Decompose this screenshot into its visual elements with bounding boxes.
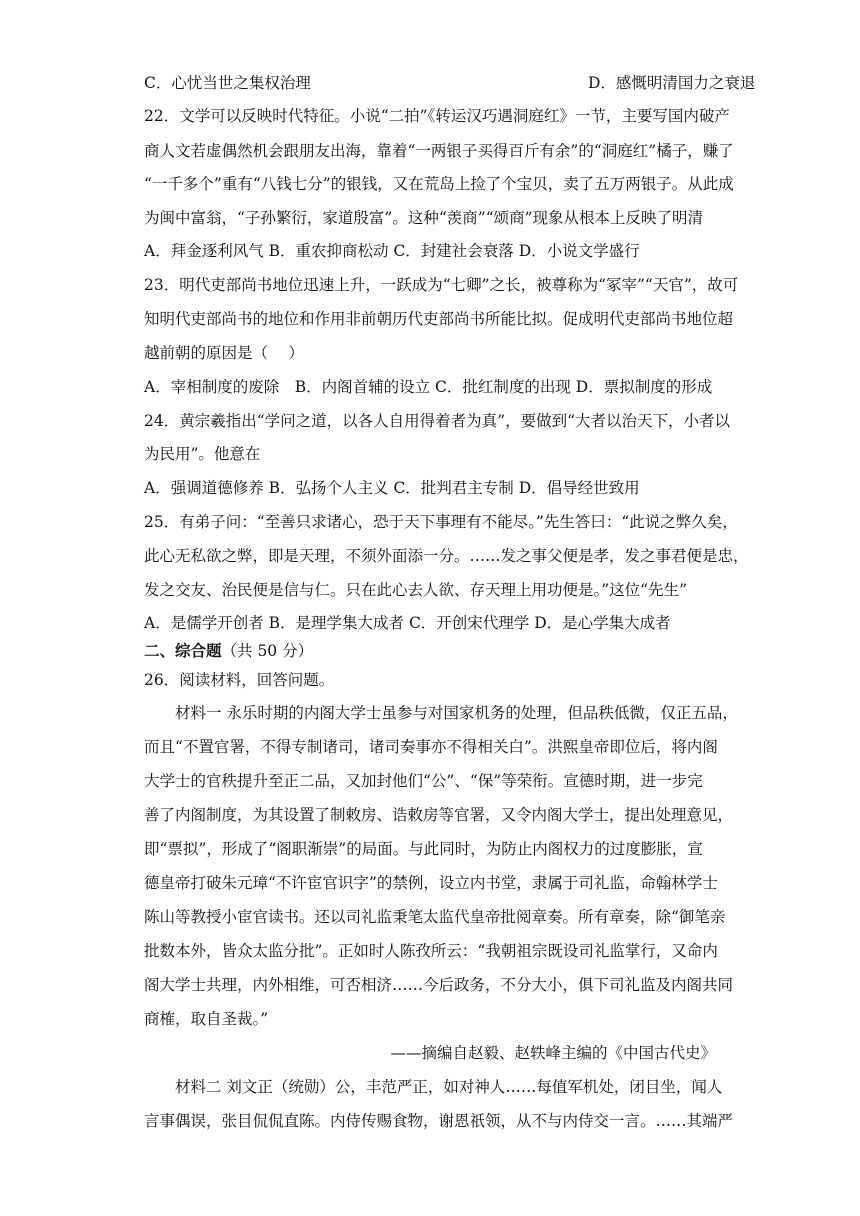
q22-line-4: 为闽中富翁，“子孙繁衍，家道殷富”。这种“羡商”“颂商”现象从根本上反映了明清	[144, 209, 704, 227]
section-heading-title: 二、综合题	[144, 641, 222, 660]
material1-line-8: 批数本外，皆众太监分批”。正如时人陈孜所云：“我朝祖宗既设司礼监掌行，又命内	[144, 942, 718, 960]
q25-line-1: 25．有弟子问：“至善只求诸心，恐于天下事理有不能尽。”先生答曰：“此说之弊久矣，	[144, 513, 738, 531]
material1-line-2: 而且“不置官署，不得专制诸司，诸司奏事亦不得相关白”。洪熙皇帝即位后，将内阁	[144, 738, 718, 756]
material1-line-6: 德皇帝打破朱元璋“不许宦官识字”的禁例，设立内书堂，隶属于司礼监，命翰林学士	[144, 874, 718, 892]
material1-line-1: 材料一 永乐时期的内阁大学士虽参与对国家机务的处理，但品秩低微，仅正五品，	[144, 704, 738, 722]
q22-line-1: 22．文学可以反映时代特征。小说“二拍”《转运汉巧遇洞庭红》一节，主要写国内破产	[144, 107, 730, 125]
material1-line-7: 陈山等教授小宦官读书。还以司礼监秉笔太监代皇帝批阅章奏。所有章奏，除“御笔亲	[144, 908, 726, 926]
material1-line-5: 即“票拟”，形成了“阁职渐崇”的局面。与此同时，为防止内阁权力的过度膨胀，宣	[144, 840, 703, 858]
q24-line-1: 24．黄宗羲指出“学问之道，以各人自用得着者为真”，要做到“大者以治天下，小者以	[144, 412, 730, 430]
material2-line-2: 言事偶误，张目侃侃直陈。内侍传赐食物，谢恩祇领，从不与内侍交一言。……其端严	[144, 1112, 734, 1130]
q23-line-2: 知明代吏部尚书的地位和作用非前朝历代吏部尚书所能比拟。促成明代吏部尚书地位超	[144, 310, 734, 328]
material1-source: ——摘编自赵毅、赵轶峰主编的《中国古代史》	[390, 1044, 716, 1062]
q25-line-3: 发之交友、治民便是信与仁。只在此心去人欲、存天理上用功便是。”这位“先生”	[144, 581, 688, 599]
section-heading-score: （共 50 分）	[221, 642, 314, 660]
q21-option-d: D．感慨明清国力之衰退	[588, 74, 756, 92]
q21-options-line	[144, 73, 756, 93]
q25-options: A．是儒学开创者 B．是理学集大成者 C．开创宋代理学 D．是心学集大成者	[144, 614, 671, 632]
q24-options: A．强调道德修养 B．弘扬个人主义 C．批判君主专制 D．倡导经世致用	[144, 479, 640, 497]
material1-line-9: 阁大学士共理，内外相维，可否相济……今后政务，不分大小，俱下司礼监及内阁共同	[144, 976, 734, 994]
q25-line-2: 此心无私欲之弊，即是天理，不须外面添一分。……发之事父便是孝，发之事君便是忠，	[144, 547, 749, 565]
material1-line-4: 善了内阁制度，为其设置了制敕房、诰敕房等官署，又令内阁大学士，提出处理意见，	[144, 806, 734, 824]
section-heading	[144, 641, 716, 661]
q22-line-2: 商人文若虚偶然机会跟朋友出海，靠着“一两银子买得百斤有余”的“洞庭红”橘子，赚了	[144, 142, 734, 160]
q23-line-1: 23．明代吏部尚书地位迅速上升，一跃成为“七卿”之长，被尊称为“冢宰”“天官”，故可	[144, 276, 739, 294]
q22-options: A．拜金逐利风气 B．重农抑商松动 C．封建社会衰落 D．小说文学盛行	[144, 242, 640, 260]
material1-line-10: 商榷，取自圣裁。”	[144, 1010, 269, 1028]
q23-options: A．宰相制度的废除 B．内阁首辅的设立 C．批红制度的出现 D．票拟制度的形成	[144, 378, 713, 396]
material1-line-3: 大学士的官秩提升至正二品，又加封他们“公”、“保”等荣衔。宣德时期，进一步完	[144, 772, 703, 790]
q21-option-c: C．心忧当世之集权治理	[144, 74, 311, 92]
q23-line-3: 越前朝的原因是（ ）	[144, 344, 304, 362]
q22-line-3: “一千多个”重有“八钱七分”的银钱，又在荒岛上捡了个宝贝，卖了五万两银子。从此成	[144, 175, 734, 193]
material2-line-1: 材料二 刘文正（统勋）公，丰范严正，如对神人……每值军机处，闭目坐，闻人	[144, 1078, 723, 1096]
q24-line-2: 为民用”。他意在	[144, 445, 261, 463]
q26-prompt: 26．阅读材料，回答问题。	[144, 671, 335, 689]
